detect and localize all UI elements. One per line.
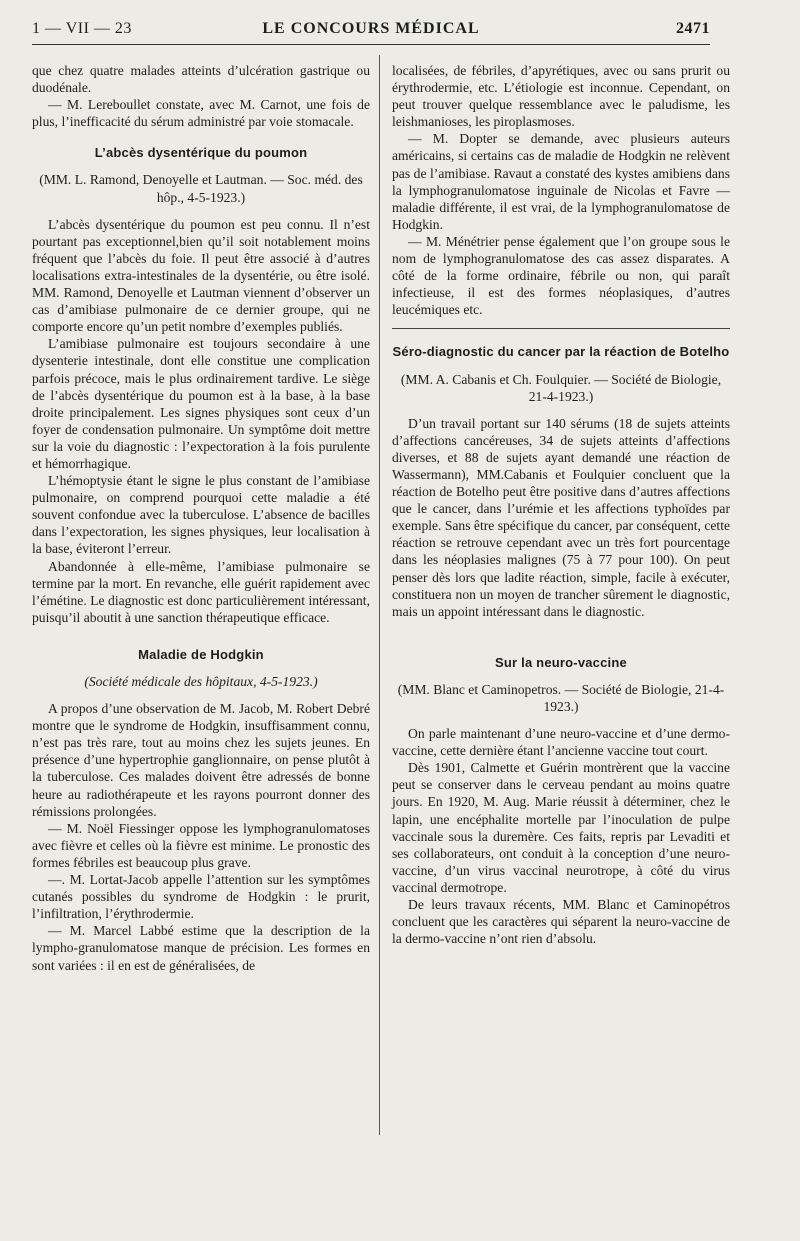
hodgkin-paragraph-3: —. M. Lortat-Jacob appelle l’attention sur les symptômes cutanés possibles du syndrome de Hodgkin : le prurit, l’infiltration, l’érythrodermie.: [32, 872, 370, 922]
running-header: [32, 18, 710, 46]
abces-authors: (MM. L. Ramond, Denoyelle et Lautman. — Soc. méd. des hôp., 4-5-1923.): [39, 172, 363, 205]
hodgkin-source: (Société médicale des hôpitaux, 4-5-1923.): [84, 674, 318, 689]
sero-authors: (MM. A. Cabanis et Ch. Foulquier. — Société de Biologie, 21-4-1923.): [400, 371, 722, 404]
header-rule: [32, 44, 710, 45]
lereboullet-paragraph: — M. Lereboullet constate, avec M. Carnot, une fois de plus, l’inefficacité du sérum administré par voie stomacale.: [32, 97, 370, 130]
neuro-authors: (MM. Blanc et Caminopetros. — Société de Biologie, 21-4-1923.): [397, 681, 725, 714]
abces-paragraph-1: L’abcès dysentérique du poumon est peu connu. Il n’est pourtant pas exceptionnel,bien qu’il soit notablement moins fréquent que l’abcès du foie. Il peut être associé à d’autres localisations extra-intestinales de la dysentérie, ou être isolé. MM. Ramond, Denoyelle et Lautman viennent d’observer un cas d’amibiase pulmonaire de ce dernier groupe, qui ne comporte encore qu’un petit nombre d’exemples publiés.: [32, 216, 370, 335]
neuro-section-title: Sur la neuro-vaccine: [495, 654, 627, 670]
intro-paragraph: que chez quatre malades atteints d’ulcération gastrique ou duodénale.: [32, 63, 370, 96]
header-journal-title: LE CONCOURS MÉDICAL: [262, 20, 480, 37]
abces-paragraph-2: L’amibiase pulmonaire est toujours secondaire à une dysenterie intestinale, dont elle constitue une complication parfois précoce, mais le plus ordinairement tardive. Le siège de l’abcès dysentérique du poumon est à la base, à la base droite principalement. Les signes physiques sont ceux d’un foyer de condensation pulmonaire. Un symptôme doit mettre sur la voie du diagnostic : l’expectoration à la fois purulente et hémorrhagique.: [32, 336, 370, 471]
abces-paragraph-4: Abandonnée à elle-même, l’amibiase pulmonaire se termine par la mort. En revanche, elle guérit rapidement avec l’émétine. Le diagnostic est donc particulièrement intéressant, puisqu’il aboutit à une sanction thérapeutique efficace.: [32, 558, 370, 625]
right-column: [392, 62, 730, 947]
sero-paragraph-1: D’un travail portant sur 140 sérums (18 de sujets atteints d’affections cancéreuses, 34 de sujets atteints d’affections diverses, et 88 de sujets ayant demandé une réaction de Wassermann), MM.Cabanis et Foulquier concluent que la réaction de Botelho peut être positive dans d’autres affections que le cancer, dans l’urémie et les affections typhoïdes par exemple. Sans être spécifique du cancer, par conséquent, cette réaction se retrouve cependant avec un très fort pourcentage dans les néoplasies malignes (75 à 77 pour 100). On peut penser dès lors que ladite réaction, simple, facile à exécuter, constituera non un moyen de trancher sûrement le diagnostic, mais un appoint intéressant dans le diagnostic.: [392, 415, 731, 619]
sero-section-title: Séro-diagnostic du cancer par la réaction de Botelho: [392, 344, 730, 360]
hodgkin-paragraph-1: A propos d’une observation de M. Jacob, M. Robert Debré montre que le syndrome de Hodgkin, insuffisamment connu, n’est pas très rare, tout au moins chez les sujets jeunes. En présence d’une hypertrophie ganglionnaire, on pense plutôt à la tuberculose. Ces malades doivent être adressés de bonne heure au radiothérapeute et les rayons pourront donner des rémissions prolongées.: [32, 701, 370, 819]
dopter-paragraph: — M. Dopter se demande, avec plusieurs auteurs américains, si certains cas de maladie de Hodgkin ne relèvent pas de l’amibiase. Ravaut a constaté des kystes amibiens dans la lymphogranulomatose inguinale de Nicolas et Favre — maladie différente, il est vrai, de la lymphogranulomatose de Hodgkin.: [392, 131, 730, 232]
neuro-paragraph-3: De leurs travaux récents, MM. Blanc et Caminopétros concluent que les caractères qui séparent la neuro-vaccine de la dermo-vaccine n’ont rien d’absolu.: [392, 897, 730, 947]
neuro-paragraph-1: On parle maintenant d’une neuro-vaccine et d’une dermo-vaccine, cette dernière étant l’ancienne vaccine tout court.: [392, 726, 730, 759]
header-date: 1 — VII — 23: [32, 20, 132, 37]
abces-section-title: L’abcès dysentérique du poumon: [94, 145, 308, 161]
header-page-number: 2471: [676, 20, 710, 37]
section-separator: [392, 328, 730, 329]
column-divider: [379, 55, 380, 1135]
left-column: [32, 62, 370, 974]
continuation-paragraph: localisées, de fébriles, d’apyrétiques, avec ou sans prurit ou érythrodermie, etc. L’étiologie est inconnue. Cependant, on peut trouver quelque ressemblance avec le paludisme, les leishmanioses, les piroplasmoses.: [392, 63, 730, 130]
hodgkin-section-title: Maladie de Hodgkin: [138, 646, 264, 662]
menetrier-paragraph: — M. Ménétrier pense également que l’on groupe sous le nom de lymphogranulomatose des cas assez disparates. A côté de la forme ordinaire, fébrile ou non, qui paraît infectieuse, il est des formes néoplasiques, d’autres leucémiques etc.: [392, 233, 730, 318]
hodgkin-paragraph-4: — M. Marcel Labbé estime que la description de la lympho-granulomatose manque de précision. Les formes en sont variées : il en est de généralisées, de: [32, 923, 370, 973]
abces-paragraph-3: L’hémoptysie étant le signe le plus constant de l’amibiase pulmonaire, on comprend pourquoi cette maladie a été souvent confondue avec la tuberculose. L’absence de bacilles dans l’expectoration, les signes physiques, leur localisation à la base, éviteront l’erreur.: [32, 473, 370, 557]
neuro-paragraph-2: Dès 1901, Calmette et Guérin montrèrent que la vaccine peut se conserver dans le cerveau pendant au moins quatre jours. En 1920, M. Aug. Marie réussit à déterminer, chez le lapin, une encéphalite mortelle par l’inoculation de pulpe vaccinale sous la duremère. Ces faits, repris par Levaditi et ses collaborateurs, ont conduit à la conception d’une neuro-vaccine, d’un virus vaccinal neurotrope, à côté du virus vaccinal dermotrope.: [392, 760, 730, 895]
hodgkin-paragraph-2: — M. Noël Fiessinger oppose les lymphogranulomatoses avec fièvre et celles où la fièvre est minime. Le pronostic des formes fébriles est beaucoup plus grave.: [32, 820, 370, 870]
